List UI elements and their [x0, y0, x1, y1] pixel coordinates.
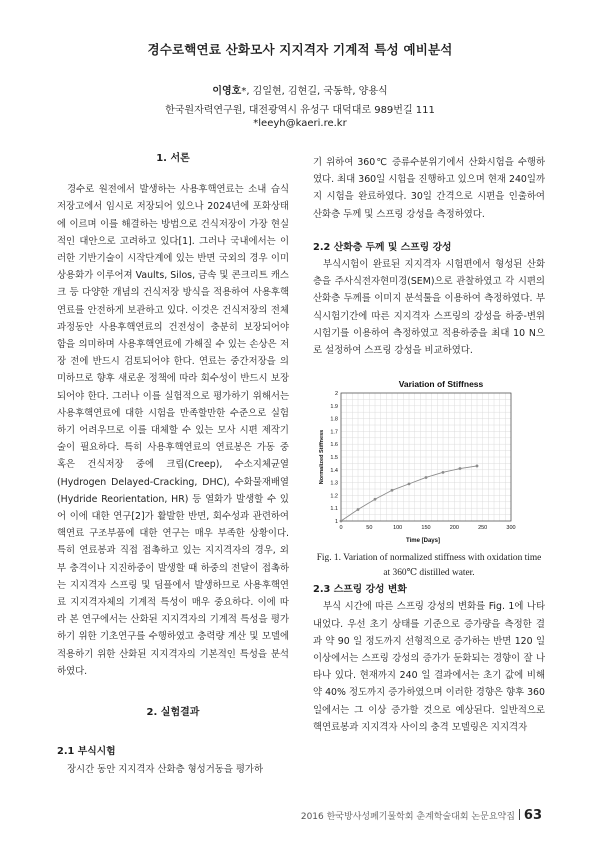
- x-tick-label: 50: [366, 525, 373, 532]
- y-tick-label: 1.7: [330, 429, 338, 436]
- data-point: [408, 483, 411, 486]
- section-1-heading: 1. 서론: [156, 153, 190, 164]
- x-tick-label: 300: [506, 525, 516, 532]
- stiffness-chart: [313, 375, 545, 545]
- chart-title: Variation of Stiffness: [398, 379, 484, 390]
- y-tick-label: 1.5: [330, 455, 338, 462]
- y-tick-label: 1.3: [330, 480, 338, 487]
- data-point: [340, 520, 343, 523]
- chart-y-axis-label: Normalized Stiffness: [319, 430, 325, 485]
- right-column: [313, 154, 545, 736]
- y-tick-label: 1.1: [330, 506, 338, 513]
- section-2-2-heading: 2.2 산화층 두께 및 스프링 강성: [313, 241, 452, 253]
- y-tick-label: 1.9: [330, 404, 338, 411]
- data-point: [425, 476, 428, 479]
- section-2-2-body: 부식시험이 완료된 지지격자 시험편에서 형성된 산화층을 주사식전자현미경(SEM)으로 관찰하였고 각 시편의 산화층 두께를 이미지 분석툴을 이용하여 측정하였다. 부식시험기간에 따른 지지격자 스프링의 강성을 하중-변위 시험기를 이용하여 측정하였고 적용하중을 최대 10 N으로 설정하여 스프링 강성을 비교하였다.: [313, 259, 545, 357]
- data-point: [391, 489, 394, 492]
- author-list: [0, 82, 600, 97]
- section-2-3-heading: 2.3 스프링 강성 변화: [313, 584, 407, 596]
- page-number: 63: [523, 808, 542, 823]
- corresponding-mark: *: [241, 86, 247, 97]
- page-footer: [301, 808, 542, 823]
- lead-author: 이영호: [212, 86, 242, 97]
- data-point: [374, 498, 377, 501]
- author-email: *leeyh@kaeri.re.kr: [253, 118, 347, 129]
- y-tick-label: 1: [334, 519, 338, 526]
- section-2-1-body-cont: 기 위하여 360℃ 증류수분위기에서 산화시험을 수행하였다. 최대 360일 시험을 진행하고 있으며 현재 240일까지 시험을 완료하였다. 30일 간격으로 시편을 인출하여 산화층 두께 및 스프링 강성을 측정하였다.: [313, 157, 545, 220]
- data-point: [357, 508, 360, 511]
- left-column: [57, 150, 289, 778]
- x-tick-label: 200: [449, 525, 459, 532]
- y-tick-label: 1.8: [330, 416, 338, 423]
- section-2-heading: 2. 실험결과: [146, 707, 200, 719]
- section-1-body: 경수로 원전에서 발생하는 사용후핵연료는 소내 습식저장고에서 임시로 저장되어 있으나 2024년에 포화상태에 이르며 이를 해결하는 방법으로 건식저장이 가장 현실적인 대안으로 고려하고 있다[1]. 그러나 국내에서는 이러한 기반기술이 시작단계에 있는 반면 국외의 경우 이미 상용화가 이루어져 Vaults, Silos, 금속 및 콘크리트 캐스크 등 다양한 개념의 건식저장 방식을 적용하여 사용후핵연료를 안전하게 보관하고 있다. 이것은 건식저장의 전체 과정동안 사용후핵연료의 건전성이 충분히 보장되어야 함을 의미하며 사용후핵연료에 가해질 수 있는 손상은 저장 전에 반드시 검토되어야 한다. 연료는 중간저장을 의미하므로 향후 새로운 정책에 따라 회수성이 반드시 보장되어야 한다. 그러나 이를 실험적으로 평가하기 위해서는 사용후핵연료에 대한 시험을 만족할만한 수준으로 실험하기 어려우므로 이를 대체할 수 있는 모사 시편 제작기술이 필요하다. 특히 사용후핵연료의 연료봉은 가동 중 혹은 건식저장 중에 크립(Creep), 수소지체균열(Hydrogen Delayed-Cracking, DHC), 수화물재배열(Hydride Reorientation, HR) 등 열화가 발생할 수 있어 이에 대한 연구[2]가 활발한 반면, 회수성과 관련하여 핵연료 구조부품에 대한 연구는 매우 부족한 상황이다. 특히 연료봉과 직접 접촉하고 있는 지지격자의 경우, 외부 충격이나 지진하중이 발생할 때 하중의 전달이 접촉하는 지지격자 스프링 및 딤플에서 발생하므로 사용후핵연료 지지격자체의 기계적 특성이 매우 중요하다. 이에 따라 본 연구에서는 산화된 지지격자의 기계적 특성을 평가하기 위한 기초연구를 수행하였고 충력량 계산 및 모델에 적용하기 위한 산화된 지지격자의 기본적인 특성을 분석하였다.: [57, 184, 289, 677]
- data-point: [442, 471, 445, 474]
- co-authors: , 김일현, 김현길, 국동학, 양용식: [246, 86, 388, 97]
- data-point: [459, 467, 462, 470]
- x-tick-label: 0: [339, 525, 343, 532]
- affiliation: 한국원자력연구원, 대전광역시 유성구 대덕대로 989번길 111: [165, 105, 435, 116]
- section-2-1-body-start: 장시간 동안 지지격자 산화층 형성거동을 평가하: [67, 763, 264, 775]
- chart-x-axis-label: Time [Days]: [406, 538, 440, 545]
- footer-text: 2016 한국방사성폐기물학회 춘계학술대회 논문요약집: [300, 812, 515, 822]
- paper-title: 경수로핵연료 산화모사 지지격자 기계적 특성 예비분석: [147, 42, 453, 57]
- footer-divider: [519, 809, 520, 820]
- x-tick-label: 100: [393, 525, 403, 532]
- x-tick-label: 150: [421, 525, 431, 532]
- figure-1: [313, 375, 545, 545]
- section-2-3-body: 부식 시간에 따른 스프링 강성의 변화를 Fig. 1에 나타내었다. 우선 초기 상태를 기준으로 증가량을 측정한 결과 약 90 일 정도까지 선형적으로 증가하는 반면 120 일 이상에서는 스프링 강성의 증가가 둔화되는 경향이 잘 나타나 있다. 현재까지 240 일 결과에서는 초기 값에 비해 약 40% 정도까지 증가하였으며 이러한 경향은 향후 360 일에서는 그 이상 증가할 것으로 예상된다. 일반적으로 핵연료봉과 지지격자 사이의 충격 모델링은 지지격자: [313, 601, 545, 733]
- y-tick-label: 1.2: [330, 493, 338, 500]
- y-tick-label: 1.6: [330, 442, 338, 449]
- figure-1-caption: Fig. 1. Variation of normalized stiffness with oxidation time at 360℃ distilled water.: [316, 553, 542, 579]
- y-tick-label: 1.4: [330, 468, 338, 475]
- data-point: [476, 465, 479, 468]
- section-2-1-heading: 2.1 부식시험: [57, 746, 116, 758]
- y-tick-label: 2: [334, 391, 338, 398]
- x-tick-label: 250: [478, 525, 488, 532]
